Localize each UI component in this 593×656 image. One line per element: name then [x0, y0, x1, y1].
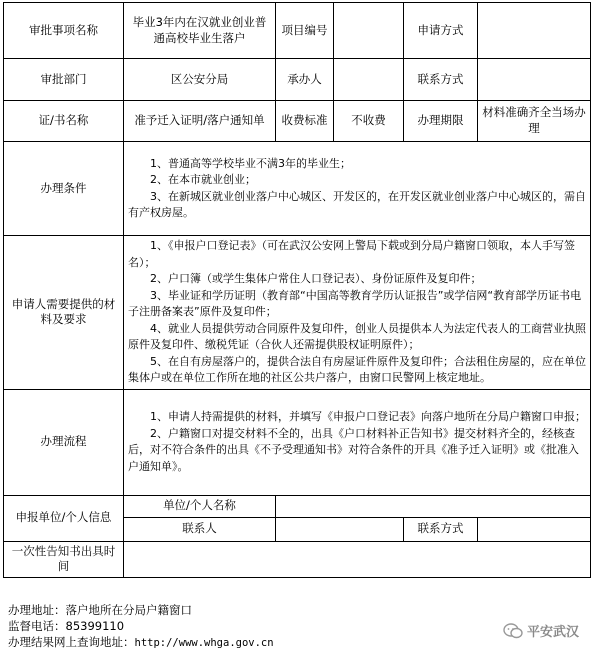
period-label: 办理期限	[404, 101, 478, 142]
notice-time-label: 一次性告知书出具时间	[4, 541, 124, 577]
undertaker-label: 承办人	[276, 59, 334, 101]
row-notice-time	[4, 541, 591, 577]
conditions-label: 办理条件	[4, 142, 124, 236]
certificate-value: 准予迁入证明/落户通知单	[124, 101, 276, 142]
row-conditions	[4, 142, 591, 236]
undertaker-value	[334, 59, 404, 101]
item-code-value	[334, 3, 404, 59]
materials-label: 申请人需要提供的材料及要求	[4, 236, 124, 390]
row-applicant-unit	[4, 495, 591, 517]
footer-info	[8, 602, 588, 651]
material-item: 5、在自有房屋落户的，提供合法自有房屋证件原件及复印件；合法租住房屋的，应在单位集体户或在单位工作所在地的社区公共户落户，由窗口民警网上核定地址。	[128, 354, 586, 384]
certificate-label: 证/书名称	[4, 101, 124, 142]
contact-person-value	[276, 517, 404, 541]
contact-person-label: 联系人	[124, 517, 276, 541]
result-query	[8, 634, 588, 651]
fee-value: 不收费	[334, 101, 404, 142]
process-item: 2、户籍窗口对提交材料不全的，出具《户口材料补正告知书》提交材料齐全的，经核查后，对不符合条件的出具《不予受理通知书》对符合条件的开具《准予迁入证明》或《批准入户通知单》。	[128, 426, 579, 473]
watermark-text: 平安武汉	[526, 625, 579, 640]
row-process	[4, 389, 591, 495]
contact-method-label: 联系方式	[404, 517, 478, 541]
fee-label: 收费标准	[276, 101, 334, 142]
applicant-unit-label: 单位/个人名称	[124, 495, 276, 517]
materials-content	[124, 236, 591, 390]
material-item: 3、毕业证和学历证明（教育部“中国高等教育学历认证报告”或学信网“教育部学历证书电子注册备案表”原件及复印件；	[128, 288, 582, 318]
wechat-icon	[503, 623, 523, 639]
apply-method-value	[478, 3, 591, 59]
condition-item: 1、普通高等学校毕业不满3年的毕业生；	[150, 156, 351, 170]
watermark	[503, 621, 579, 640]
material-item: 2、户口簿（或学生集体户常住人口登记表）、身份证原件及复印件；	[150, 272, 482, 285]
result-query-label: 办理结果网上查询地址：	[8, 635, 135, 649]
contact-value	[478, 59, 591, 101]
department-label: 审批部门	[4, 59, 124, 101]
condition-item: 2、在本市就业创业；	[150, 173, 256, 186]
applicant-unit-value	[276, 495, 591, 517]
contact-label: 联系方式	[404, 59, 478, 101]
item-name-value: 毕业3年内在汉就业创业普通高校毕业生落户	[124, 3, 276, 59]
conditions-content	[124, 142, 591, 236]
department-value: 区公安分局	[124, 59, 276, 101]
process-item: 1、申请人持需提供的材料，并填写《申报户口登记表》向落户地所在分局户籍窗口申报；	[150, 410, 586, 423]
row-department	[4, 59, 591, 101]
process-content	[124, 389, 591, 495]
applicant-label: 申报单位/个人信息	[4, 495, 124, 541]
handling-address: 办理地址：落户地所在分局户籍窗口	[8, 603, 192, 617]
result-query-link[interactable]: http://www.whga.gov.cn	[134, 637, 274, 649]
row-certificate	[4, 101, 591, 142]
period-value: 材料准确齐全当场办理	[478, 101, 591, 142]
row-materials	[4, 236, 591, 390]
apply-method-label: 申请方式	[404, 3, 478, 59]
supervision-phone: 监督电话：85399110	[8, 619, 125, 633]
material-item: 1、《申报户口登记表》（可在武汉公安网上警局下载或到分局户籍窗口领取，本人手写签名）；	[128, 239, 575, 269]
condition-item: 3、在新城区就业创业落户中心城区、开发区的，在开发区就业创业落户中心城区的，需自有产权房屋。	[128, 189, 586, 219]
notice-time-value	[124, 541, 591, 577]
row-item-name	[4, 3, 591, 59]
approval-form-table	[3, 2, 591, 578]
contact-method-value	[478, 517, 591, 541]
material-item: 4、就业人员提供劳动合同原件及复印件，创业人员提供本人为法定代表人的工商营业执照原件及复印件、缴税凭证（合伙人还需提供股权证明原件）；	[128, 321, 586, 351]
item-name-label: 审批事项名称	[4, 3, 124, 59]
item-code-label: 项目编号	[276, 3, 334, 59]
process-label: 办理流程	[4, 389, 124, 495]
